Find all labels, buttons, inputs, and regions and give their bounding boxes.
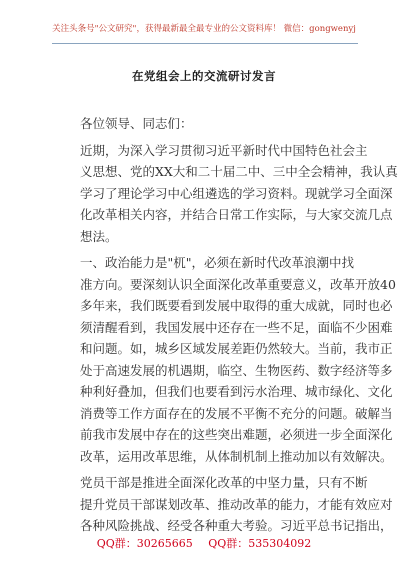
body-line: 消费等工作方面存在的发展不平衡不充分的问题。破解当 xyxy=(80,405,393,421)
body-line: 近期，为深入学习贯彻习近平新时代中国特色社会主 xyxy=(80,142,368,158)
header-divider xyxy=(52,43,358,44)
document-title: 在党组会上的交流研讨发言 xyxy=(132,69,276,83)
footer-qq-group-2[interactable]: QQ群：535304092 xyxy=(208,537,312,550)
body-line: 处于高速发展的机遇期，临空、生物医药、数字经济等多 xyxy=(80,362,393,378)
body-line: 党员干部是推进全面深化改革的中坚力量，只有不断 xyxy=(80,475,368,490)
body-line: 学习了理论学习中心组遴选的学习资料。现就学习全面深 xyxy=(80,185,393,201)
footer-contacts xyxy=(0,535,408,551)
body-line: 提升党员干部谋划改革、推动改革的能力，才能有效应对 xyxy=(80,496,393,512)
document-body xyxy=(80,113,398,537)
footer-qq-group-1[interactable]: QQ群：30265665 xyxy=(96,537,193,550)
body-line: 前我市发展中存在的这些突出难题，必须进一步全面深化 xyxy=(80,427,393,442)
body-line: 化改革相关内容，并结合日常工作实际，与大家交流几点 xyxy=(80,207,393,222)
body-line: 想法。 xyxy=(80,228,118,244)
body-line: 多年来，我们既要看到发展中取得的重大成就，同时也必 xyxy=(80,298,393,313)
body-line: 种利好叠加，但我们也要看到污水治理、城市绿化、文化 xyxy=(80,384,393,399)
promo-banner[interactable]: 关注头条号"公文研究"，获得最新最全最专业的公文资料库！ 微信：gongwenyj xyxy=(52,24,356,34)
body-line: 一、政治能力是"杌"，必须在新时代改革浪潮中找 xyxy=(80,255,354,270)
body-line: 义思想、党的XX大和二十届二中、三中全会精神，我认真 xyxy=(80,164,398,179)
body-line: 和问题。如，城乡区域发展差距仍然较大。当前，我市正 xyxy=(80,341,393,356)
body-line: 准方向。要深刻认识全面深化改革重要意义，改革开放40 xyxy=(80,276,396,292)
body-line: 各位领导、同志们： xyxy=(80,116,193,131)
body-line: 各种风险挑战、经受各种重大考验。习近平总书记指出， xyxy=(80,518,393,533)
body-line: 改革，运用改革思维，从体制机制上推动加以有效解决。 xyxy=(80,448,393,464)
body-line: 须清醒看到，我国发展中还存在一些不足，面临不少困难 xyxy=(80,319,393,335)
